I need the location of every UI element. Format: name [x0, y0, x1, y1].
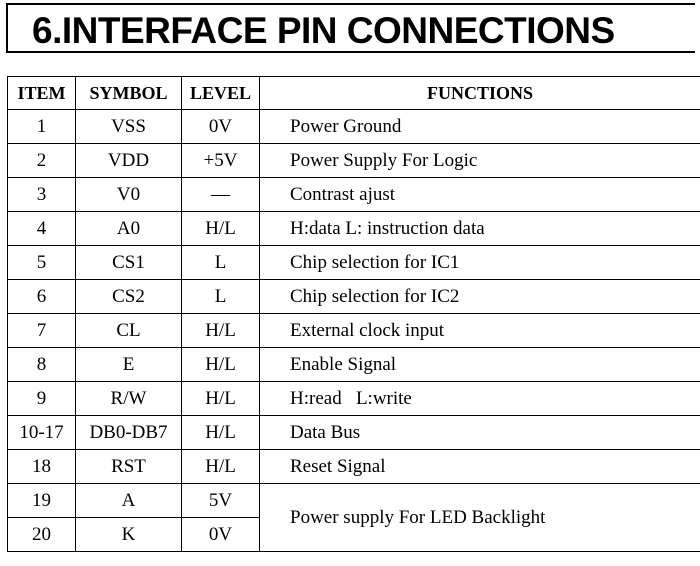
cell-function: External clock input	[260, 314, 700, 348]
cell-symbol: CL	[76, 314, 182, 348]
table-row	[8, 450, 700, 484]
table-row	[8, 314, 700, 348]
cell-level: H/L	[182, 314, 260, 348]
cell-item: 9	[8, 382, 76, 416]
cell-function: H:read L:write	[260, 382, 700, 416]
cell-level: H/L	[182, 382, 260, 416]
cell-function: Enable Signal	[260, 348, 700, 382]
table-row	[8, 382, 700, 416]
cell-function: Power Ground	[260, 110, 700, 144]
cell-level: 0V	[182, 518, 260, 552]
header-symbol: SYMBOL	[76, 77, 182, 110]
cell-item: 10-17	[8, 416, 76, 450]
cell-item: 6	[8, 280, 76, 314]
cell-item: 19	[8, 484, 76, 518]
header-item: ITEM	[8, 77, 76, 110]
table-row	[8, 348, 700, 382]
cell-function: Contrast ajust	[260, 178, 700, 212]
cell-symbol: CS2	[76, 280, 182, 314]
cell-symbol: E	[76, 348, 182, 382]
cell-symbol: A	[76, 484, 182, 518]
cell-function: Data Bus	[260, 416, 700, 450]
cell-function: Chip selection for IC2	[260, 280, 700, 314]
cell-function: Power Supply For Logic	[260, 144, 700, 178]
cell-function: Reset Signal	[260, 450, 700, 484]
cell-level: L	[182, 246, 260, 280]
cell-item: 5	[8, 246, 76, 280]
table-row	[8, 484, 700, 518]
section-title-box	[6, 3, 695, 53]
cell-function: Power supply For LED Backlight	[260, 484, 700, 552]
cell-symbol: VDD	[76, 144, 182, 178]
table-row	[8, 416, 700, 450]
cell-symbol: V0	[76, 178, 182, 212]
cell-item: 8	[8, 348, 76, 382]
cell-level: —	[182, 178, 260, 212]
section-title: 6.INTERFACE PIN CONNECTIONS	[32, 10, 615, 51]
cell-symbol: RST	[76, 450, 182, 484]
table-header-row	[8, 77, 700, 110]
cell-item: 18	[8, 450, 76, 484]
table-row	[8, 178, 700, 212]
cell-level: +5V	[182, 144, 260, 178]
cell-symbol: K	[76, 518, 182, 552]
cell-item: 7	[8, 314, 76, 348]
cell-item: 1	[8, 110, 76, 144]
cell-function: H:data L: instruction data	[260, 212, 700, 246]
header-level: LEVEL	[182, 77, 260, 110]
cell-item: 3	[8, 178, 76, 212]
cell-item: 20	[8, 518, 76, 552]
cell-symbol: R/W	[76, 382, 182, 416]
cell-level: 0V	[182, 110, 260, 144]
cell-symbol: A0	[76, 212, 182, 246]
header-functions: FUNCTIONS	[260, 77, 700, 110]
table-row	[8, 110, 700, 144]
table-row	[8, 246, 700, 280]
pin-connections-table	[7, 76, 700, 552]
cell-level: H/L	[182, 212, 260, 246]
table-row	[8, 144, 700, 178]
cell-symbol: VSS	[76, 110, 182, 144]
cell-level: H/L	[182, 450, 260, 484]
cell-item: 4	[8, 212, 76, 246]
cell-symbol: DB0-DB7	[76, 416, 182, 450]
cell-symbol: CS1	[76, 246, 182, 280]
cell-item: 2	[8, 144, 76, 178]
cell-level: H/L	[182, 348, 260, 382]
cell-level: L	[182, 280, 260, 314]
table-row	[8, 212, 700, 246]
cell-level: 5V	[182, 484, 260, 518]
cell-function: Chip selection for IC1	[260, 246, 700, 280]
cell-level: H/L	[182, 416, 260, 450]
table-row	[8, 280, 700, 314]
